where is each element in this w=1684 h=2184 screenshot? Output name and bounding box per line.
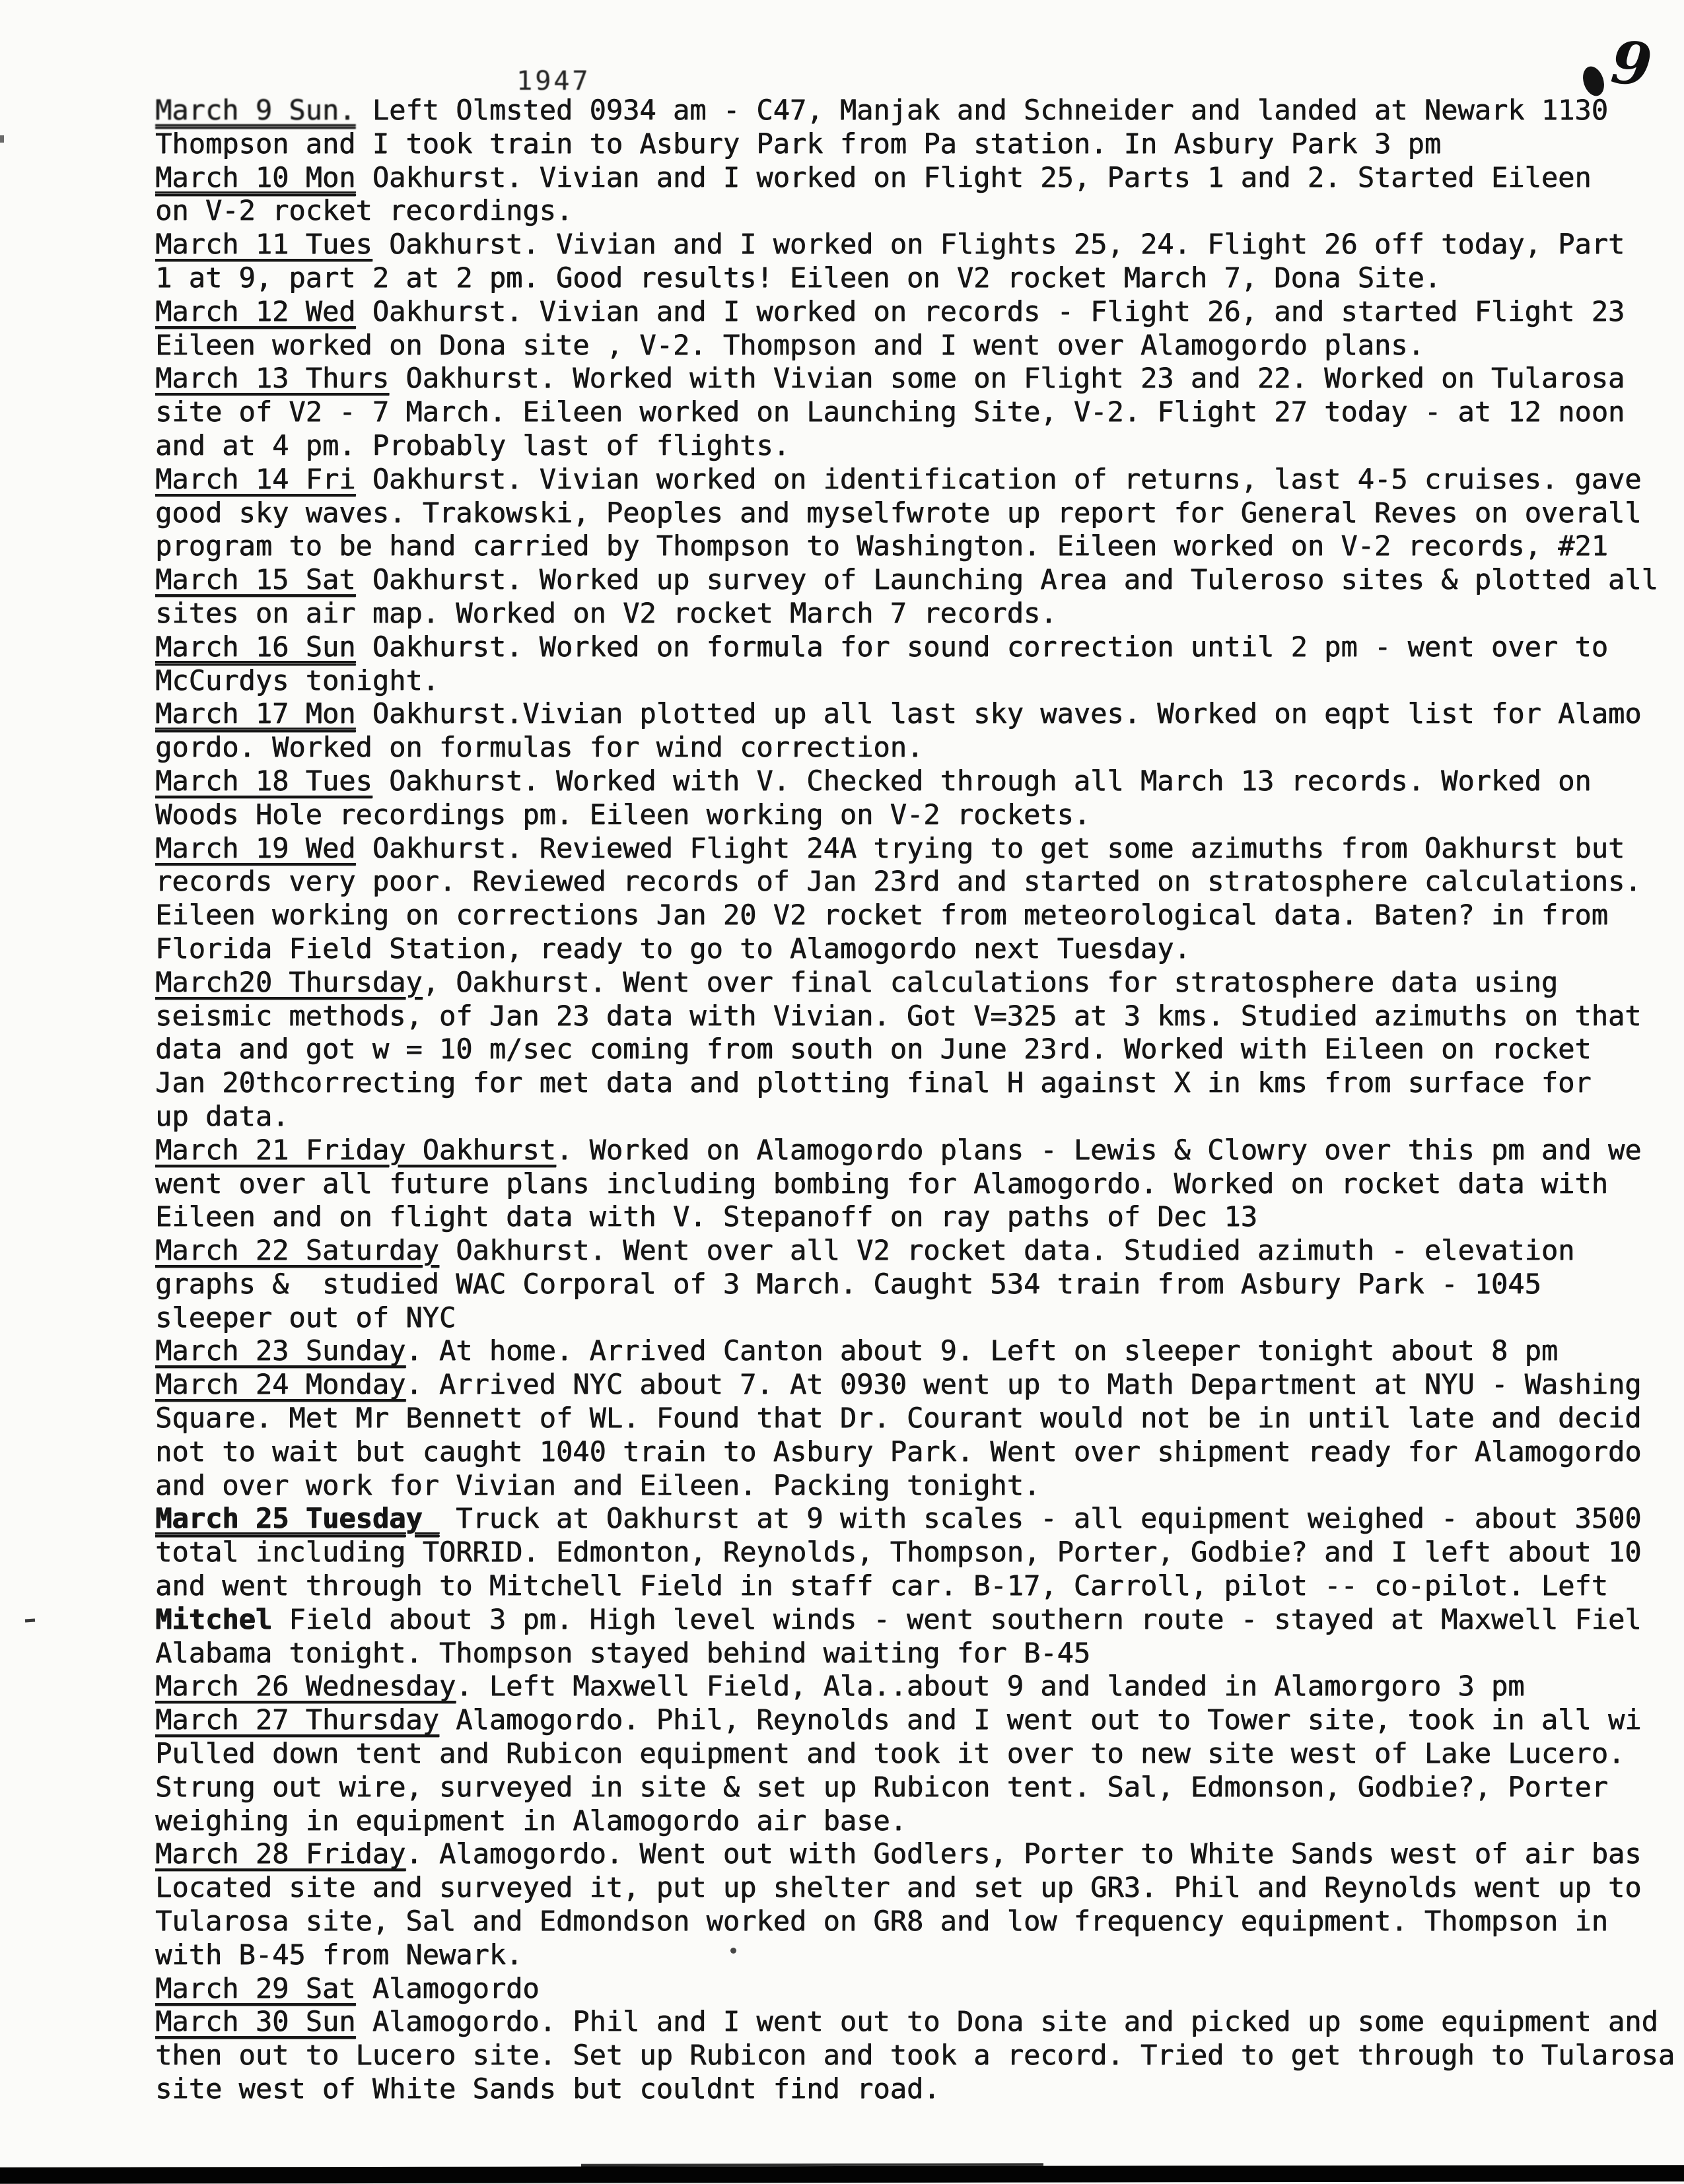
entry-text: Florida Field Station, ready to go to Alamogordo next Tuesday. — [155, 932, 1191, 965]
journal-line — [155, 563, 1675, 597]
entry-text: went over all future plans including bombing for Alamogordo. Worked on rocket data with — [155, 1167, 1608, 1200]
entry-text: . Left Maxwell Field, Ala..about 9 and landed in Alamorgoro 3 pm — [456, 1670, 1525, 1703]
journal-line — [155, 1536, 1675, 1569]
entry-date: March 28 Friday — [155, 1837, 406, 1870]
entry-date: March 22 Saturday — [155, 1234, 439, 1267]
entry-text: graphs & studied WAC Corporal of 3 March. Caught 534 train from Asbury Park - 1045 — [155, 1267, 1541, 1300]
journal-line — [155, 832, 1675, 866]
entry-text: McCurdys tonight. — [155, 664, 439, 697]
entry-text: and went through to Mitchell Field in staff car. B-17, Carroll, pilot -- co-pilot. Left — [155, 1569, 1608, 1602]
journal-line — [155, 1737, 1675, 1771]
journal-line — [155, 1066, 1675, 1100]
entry-date: March 10 Mon — [155, 160, 356, 193]
journal-line — [155, 2039, 1675, 2072]
entry-text: Square. Met Mr Bennett of WL. Found that Dr. Courant would not be in until late and decid — [155, 1402, 1642, 1435]
entry-date: March 17 Mon — [155, 697, 356, 730]
journal-line — [155, 228, 1675, 261]
entry-text: then out to Lucero site. Set up Rubicon and took a record. Tried to get through to Tularosa — [155, 2039, 1675, 2072]
journal-line — [155, 1100, 1675, 1134]
entry-text: Alabama tonight. Thompson stayed behind waiting for B-45 — [155, 1636, 1091, 1669]
entry-text: Oakhurst. Went over all V2 rocket data. Studied azimuth - elevation — [439, 1234, 1575, 1267]
entry-text: weighing in equipment in Alamogordo air base. — [155, 1804, 907, 1837]
journal-line — [155, 664, 1675, 698]
journal-line — [155, 463, 1675, 496]
entry-date: March 26 Wednesday — [155, 1670, 456, 1703]
journal-line — [155, 329, 1675, 362]
journal-line — [155, 1637, 1675, 1670]
entry-text: , Oakhurst. Went over final calculations for stratosphere data using — [422, 965, 1559, 998]
journal-line — [155, 1804, 1675, 1838]
entry-text: on V-2 rocket recordings. — [155, 194, 573, 227]
journal-line — [155, 295, 1675, 329]
entry-date: March 9 Sun. — [155, 94, 356, 126]
journal-line — [155, 127, 1675, 161]
entry-text: data and got w = 10 m/sec coming from south on June 23rd. Worked with Eileen on rocket — [155, 1033, 1592, 1066]
journal-line — [155, 1670, 1675, 1703]
entry-text: Located site and surveyed it, put up shelter and set up GR3. Phil and Reynolds went up to — [155, 1871, 1642, 1904]
journal-line — [155, 798, 1675, 832]
entry-text: 1 at 9, part 2 at 2 pm. Good results! Eileen on V2 rocket March 7, Dona Site. — [155, 261, 1442, 294]
entry-text: total including TORRID. Edmonton, Reynolds, Thompson, Porter, Godbie? and I left about 10 — [155, 1536, 1642, 1569]
entry-text: Eileen working on corrections Jan 20 V2 rocket from meteorological data. Baten? in from — [155, 899, 1608, 932]
journal-line — [155, 899, 1675, 932]
entry-text: Oakhurst. Vivian worked on identification of returns, last 4-5 cruises. gave — [355, 462, 1642, 495]
scan-artifact-bar — [0, 2165, 1684, 2184]
entry-text: good sky waves. Trakowski, Peoples and myselfwrote up report for General Reves on overall — [155, 496, 1642, 529]
journal-line — [155, 1368, 1675, 1402]
year-header: 1947 — [516, 66, 591, 96]
entry-text: site of V2 - 7 March. Eileen worked on Launching Site, V-2. Flight 27 today - at 12 noon — [155, 395, 1625, 428]
entry-text: Oakhurst. Vivian and I worked on Flight 25, Parts 1 and 2. Started Eileen — [355, 160, 1592, 193]
entry-text: Strung out wire, surveyed in site & set up Rubicon tent. Sal, Edmonson, Godbie?, Porter — [155, 1770, 1608, 1803]
entry-text: Oakhurst. Vivian and I worked on Flights 25, 24. Flight 26 off today, Part — [372, 228, 1625, 261]
entry-date: March 18 Tues — [155, 764, 372, 797]
journal-line — [155, 1334, 1675, 1368]
entry-text: and over work for Vivian and Eileen. Packing tonight. — [155, 1468, 1041, 1501]
entry-text: sites on air map. Worked on V2 rocket March 7 records. — [155, 596, 1057, 629]
entry-text: sleeper out of NYC — [155, 1301, 456, 1334]
journal-line — [155, 731, 1675, 765]
entry-text: program to be hand carried by Thompson to Washington. Eileen worked on V-2 records, #21 — [155, 529, 1608, 563]
entry-text: Oakhurst. Worked with V. Checked through all March 13 records. Worked on — [372, 764, 1592, 797]
entry-text: . Worked on Alamogordo plans - Lewis & Clowry over this pm and we — [555, 1133, 1642, 1166]
entry-text: Oakhurst. Vivian and I worked on records - Flight 26, and started Flight 23 — [355, 294, 1625, 327]
entry-date: March 27 Thursday — [155, 1703, 439, 1736]
entry-text: up data. — [155, 1099, 289, 1132]
journal-line — [155, 1603, 1675, 1637]
entry-date: March 13 Thurs — [155, 362, 390, 395]
entry-text: Oakhurst. Reviewed Flight 24A trying to get some azimuths from Oakhurst but — [355, 831, 1625, 864]
journal-line — [155, 597, 1675, 631]
journal-line — [155, 1569, 1675, 1603]
journal-line — [155, 261, 1675, 295]
journal-line — [155, 362, 1675, 395]
entry-text: and at 4 pm. Probably last of flights. — [155, 428, 790, 461]
entry-date: March 16 Sun — [155, 630, 356, 663]
journal-line — [155, 1972, 1675, 2006]
entry-text: Jan 20thcorrecting for met data and plotting final H against X in kms from surface for — [155, 1066, 1592, 1099]
entry-date: March 23 Sunday — [155, 1334, 406, 1367]
entry-text: seismic methods, of Jan 23 data with Vivian. Got V=325 at 3 kms. Studied azimuths on that — [155, 999, 1642, 1032]
entry-text: Pulled down tent and Rubicon equipment and took it over to new site west of Lake Lucero. — [155, 1737, 1625, 1770]
journal-line — [155, 1771, 1675, 1804]
entry-text: Eileen and on flight data with V. Stepanoff on ray paths of Dec 13 — [155, 1200, 1257, 1233]
journal-line — [155, 1134, 1675, 1167]
entry-text: . At home. Arrived Canton about 9. Left on sleeper tonight about 8 pm — [405, 1334, 1559, 1367]
entry-text: Alamogordo. Phil and I went out to Dona site and picked up some equipment and — [355, 2005, 1658, 2038]
journal-line — [155, 1502, 1675, 1536]
journal-line — [155, 395, 1675, 429]
entry-text: Thompson and I took train to Asbury Park from Pa station. In Asbury Park 3 pm — [155, 127, 1442, 160]
journal-line — [155, 1837, 1675, 1871]
journal-line — [155, 697, 1675, 731]
journal-line — [155, 1469, 1675, 1503]
journal-line — [155, 496, 1675, 530]
journal-line — [155, 1234, 1675, 1268]
journal-line — [155, 1402, 1675, 1435]
entry-text: Oakhurst. Worked with Vivian some on Flight 23 and 22. Worked on Tularosa — [389, 362, 1625, 395]
journal-line — [155, 966, 1675, 1000]
scan-speck — [0, 135, 4, 143]
entry-text: Oakhurst. Worked on formula for sound correction until 2 pm - went over to — [355, 630, 1608, 663]
journal-line — [155, 1871, 1675, 1905]
entry-text: Alamogordo. Phil, Reynolds and I went out to Tower site, took in all wi — [439, 1703, 1642, 1736]
entry-text: Tularosa site, Sal and Edmondson worked on GR8 and low frequency equipment. Thompson in — [155, 1905, 1608, 1938]
journal-line — [155, 529, 1675, 563]
entry-date: March 12 Wed — [155, 294, 356, 327]
entry-text: records very poor. Reviewed records of Jan 23rd and started on stratosphere calculations. — [155, 865, 1642, 898]
journal-line — [155, 1268, 1675, 1301]
journal-line — [155, 1200, 1675, 1234]
journal-line — [155, 1435, 1675, 1469]
entry-text: Field about 3 pm. High level winds - went southern route - stayed at Maxwell Fiel — [272, 1602, 1642, 1635]
page-number-annotation: 9 — [1608, 27, 1655, 100]
entry-text: not to wait but caught 1040 train to Asbury Park. Went over shipment ready for Alamogordo — [155, 1435, 1642, 1468]
entry-text: Truck at Oakhurst at 9 with scales - all equipment weighed - about 3500 — [439, 1502, 1642, 1535]
entry-date: March 24 Monday — [155, 1368, 406, 1401]
journal-line — [155, 1301, 1675, 1335]
journal-text — [155, 94, 1675, 2106]
journal-line — [155, 865, 1675, 899]
entry-text: . Arrived NYC about 7. At 0930 went up to Math Department at NYU - Washing — [405, 1368, 1642, 1401]
journal-line — [155, 429, 1675, 463]
entry-text: with B-45 from Newark. — [155, 1938, 523, 1971]
entry-date: March 21 Friday Oakhurst — [155, 1133, 556, 1166]
journal-line — [155, 2005, 1675, 2039]
entry-text: Left Olmsted 0934 am - C47, Manjak and Schneider and landed at Newark 1130 — [355, 94, 1608, 126]
entry-text: Oakhurst.Vivian plotted up all last sky waves. Worked on eqpt list for Alamo — [355, 697, 1642, 730]
entry-date: March 15 Sat — [155, 563, 356, 596]
entry-date: March20 Thursday — [155, 965, 423, 998]
journal-line — [155, 1167, 1675, 1201]
entry-date: March 11 Tues — [155, 228, 372, 261]
journal-line — [155, 1000, 1675, 1033]
entry-text: Alamogordo — [355, 1971, 540, 2004]
journal-line — [155, 2072, 1675, 2106]
journal-line — [155, 94, 1675, 127]
margin-dash-mark — [25, 1618, 35, 1622]
entry-text: gordo. Worked on formulas for wind correction. — [155, 731, 924, 764]
journal-line — [155, 1703, 1675, 1737]
entry-text: Mitchel — [155, 1602, 273, 1635]
entry-date: March 19 Wed — [155, 831, 356, 864]
journal-line — [155, 1938, 1675, 1972]
entry-text: site west of White Sands but couldnt find road. — [155, 2072, 940, 2105]
journal-line — [155, 765, 1675, 798]
entry-date: March 29 Sat — [155, 1971, 356, 2004]
stray-ink-dot — [730, 1948, 736, 1954]
entry-text: Eileen worked on Dona site , V-2. Thompson and I went over Alamogordo plans. — [155, 328, 1424, 361]
journal-line — [155, 1905, 1675, 1938]
entry-date: March 30 Sun — [155, 2005, 356, 2038]
journal-line — [155, 1033, 1675, 1066]
journal-line — [155, 631, 1675, 664]
entry-text: . Alamogordo. Went out with Godlers, Porter to White Sands west of air bas — [405, 1837, 1642, 1870]
entry-date: March 14 Fri — [155, 462, 356, 495]
entry-text: Woods Hole recordings pm. Eileen working on V-2 rockets. — [155, 798, 1091, 831]
entry-text: Oakhurst. Worked up survey of Launching Area and Tuleroso sites & plotted all — [355, 563, 1658, 596]
journal-line — [155, 932, 1675, 966]
journal-line — [155, 161, 1675, 195]
entry-date: March 25 Tuesday — [155, 1502, 439, 1535]
journal-line — [155, 194, 1675, 228]
